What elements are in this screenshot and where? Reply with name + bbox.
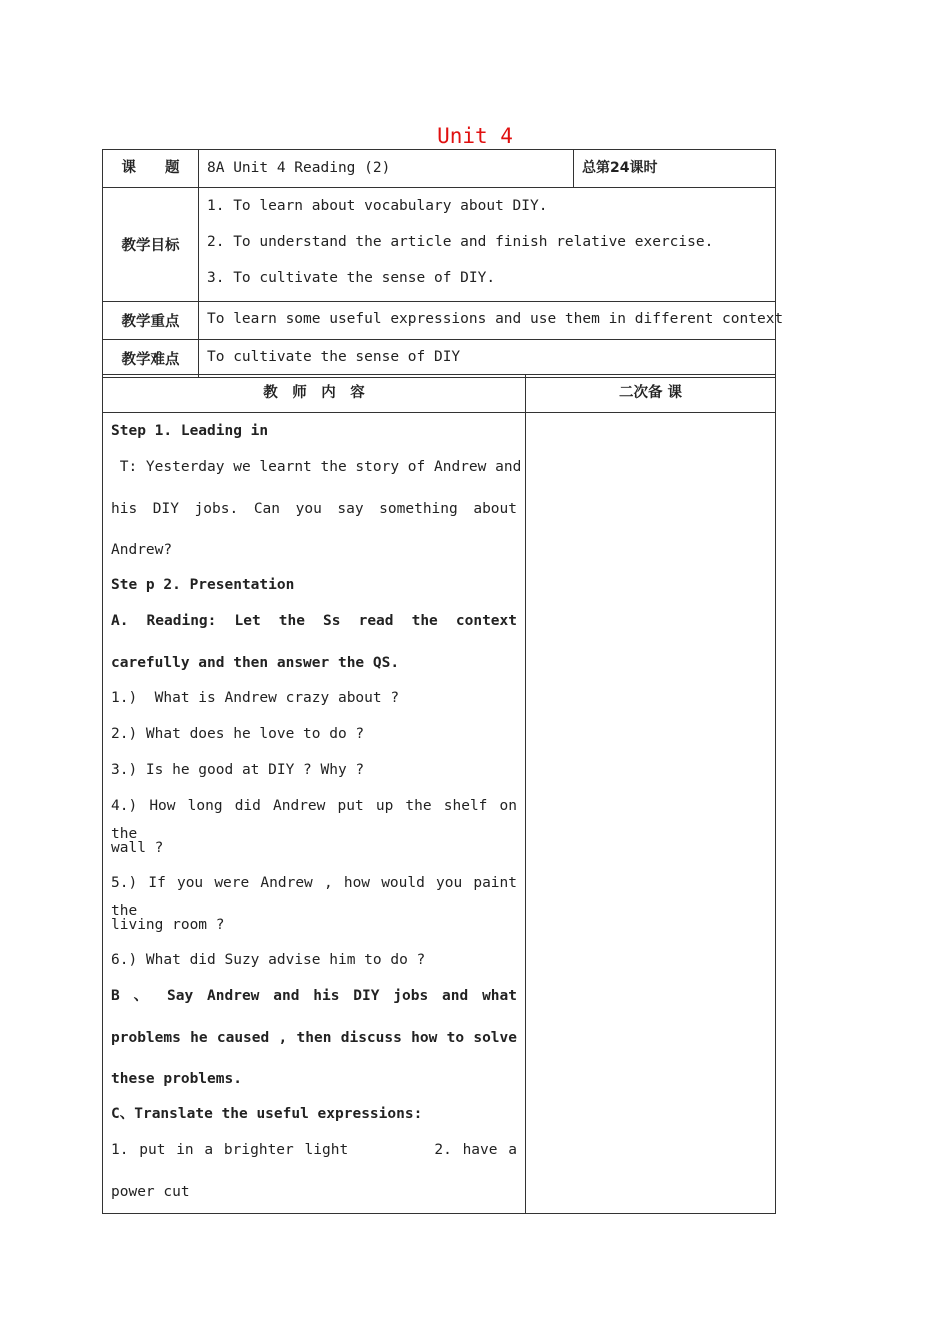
objective-item: 1. To learn about vocabulary about DIY. xyxy=(207,198,548,214)
question-item: 5.) If you were Andrew , how would you paint the xyxy=(111,875,517,919)
page-title: Unit 4 xyxy=(437,124,513,148)
teacher-content-header: 教 师 内 容 xyxy=(103,375,526,413)
question-item: 2.) What does he love to do ? xyxy=(111,726,365,742)
question-item: 3.) Is he good at DIY ? Why ? xyxy=(111,762,365,778)
question-item: wall ? xyxy=(111,840,164,856)
lesson-info-table xyxy=(102,149,784,378)
question-item: 1.) What is Andrew crazy about ? xyxy=(111,690,400,706)
text-line: problems he caused , then discuss how to solve xyxy=(111,1030,517,1046)
question-item: 4.) How long did Andrew put up the shelf on the xyxy=(111,798,517,842)
text-line: his DIY jobs. Can you say something about xyxy=(111,501,517,517)
text-line: C、Translate the useful expressions: xyxy=(111,1106,423,1122)
topic-label: 课 题 xyxy=(103,150,199,188)
question-item: 6.) What did Suzy advise him to do ? xyxy=(111,952,426,968)
text-line: these problems. xyxy=(111,1071,242,1087)
lesson-content-table xyxy=(102,374,776,1214)
text-line: A. Reading: Let the Ss read the context xyxy=(111,613,517,629)
text-line: B 、 Say Andrew and his DIY jobs and what xyxy=(111,988,517,1004)
difficulties-label: 教学难点 xyxy=(103,340,199,378)
objective-item: 2. To understand the article and finish relative exercise. xyxy=(207,234,714,250)
text-line: carefully and then answer the QS. xyxy=(111,655,400,671)
key-points-value: To learn some useful expressions and use them in different context xyxy=(199,302,776,340)
step1-heading: Step 1. Leading in xyxy=(111,423,269,439)
text-line: Andrew? xyxy=(111,542,173,558)
expression-line: power cut xyxy=(111,1184,190,1200)
teacher-content-body xyxy=(103,413,526,1214)
difficulties-value: To cultivate the sense of DIY xyxy=(199,340,776,378)
key-points-label: 教学重点 xyxy=(103,302,199,340)
second-prep-header: 二次备 课 xyxy=(526,375,776,413)
question-item: living room ? xyxy=(111,917,225,933)
text-line: T: Yesterday we learnt the story of Andrew and xyxy=(111,459,522,475)
second-prep-body xyxy=(526,413,776,1214)
objectives-label: 教学目标 xyxy=(103,188,199,302)
objective-item: 3. To cultivate the sense of DIY. xyxy=(207,270,496,286)
objectives-cell xyxy=(199,188,776,302)
lesson-number: 总第24课时 xyxy=(574,150,776,188)
step2-heading: Ste p 2. Presentation xyxy=(111,577,295,593)
topic-value: 8A Unit 4 Reading (2) xyxy=(199,150,574,188)
expression-line: 1. put in a brighter light 2. have a xyxy=(111,1142,517,1158)
